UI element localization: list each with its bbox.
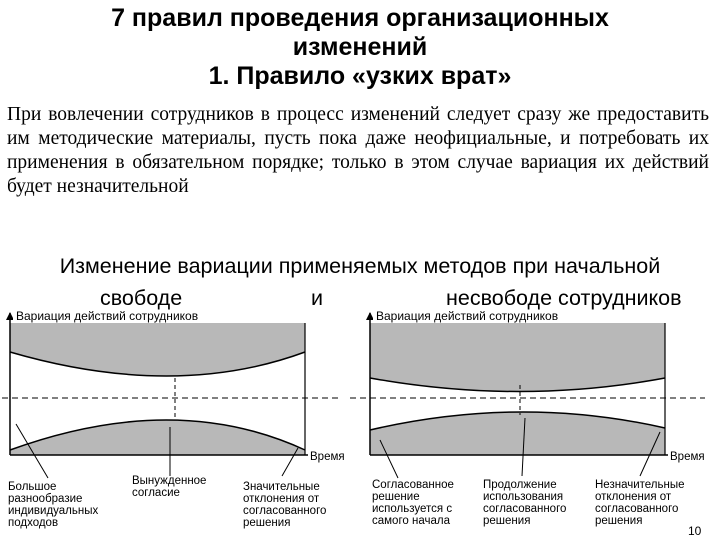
right-panel-title: Вариация действий сотрудников xyxy=(376,309,559,323)
caption-word-and: и xyxy=(311,286,324,310)
left-annotation-deviations: Значительные отклонения от согласованного решения xyxy=(243,481,327,529)
right-annotation-minor-deviations: Незначительные отклонения от согласованного решения xyxy=(595,479,685,527)
left-upper-band xyxy=(10,323,305,376)
rule-description: При вовлечении сотрудников в процесс изменений следует сразу же предоставить им методические материалы, пусть пока даже неофициальные, и потребовать их применения в обязательном порядке; только в этом случае вариация их действий будет незначительной xyxy=(7,104,709,197)
left-time-label: Время xyxy=(310,451,345,463)
figure-caption-line-1: Изменение вариации применяемых методов при начальной xyxy=(59,254,661,278)
left-annotation-diversity: Большое разнообразие индивидуальных подходов xyxy=(8,481,99,529)
left-annotation-forced-consent: Вынужденное согласие xyxy=(132,475,207,499)
right-upper-band xyxy=(370,323,665,392)
left-lower-band xyxy=(10,420,305,455)
right-lower-band xyxy=(370,412,665,455)
left-diagram xyxy=(2,309,352,529)
right-annotation-continued-use: Продолжение использования согласованного решения xyxy=(483,479,567,527)
caption-word-freedom: свободе xyxy=(100,286,183,310)
right-time-label: Время xyxy=(670,451,705,463)
title-line-2: изменений xyxy=(292,33,428,61)
right-diagram xyxy=(350,309,716,527)
caption-word-unfreedom: несвободе сотрудников xyxy=(446,286,682,310)
right-annotation-agreed-solution: Согласованное решение используется с самого начала xyxy=(372,479,454,527)
title-line-3: 1. Правило «узких врат» xyxy=(208,62,512,90)
page-number: 10 xyxy=(688,524,702,538)
title-line-1: 7 правил проведения организационных xyxy=(111,4,609,32)
left-panel-title: Вариация действий сотрудников xyxy=(16,309,199,323)
